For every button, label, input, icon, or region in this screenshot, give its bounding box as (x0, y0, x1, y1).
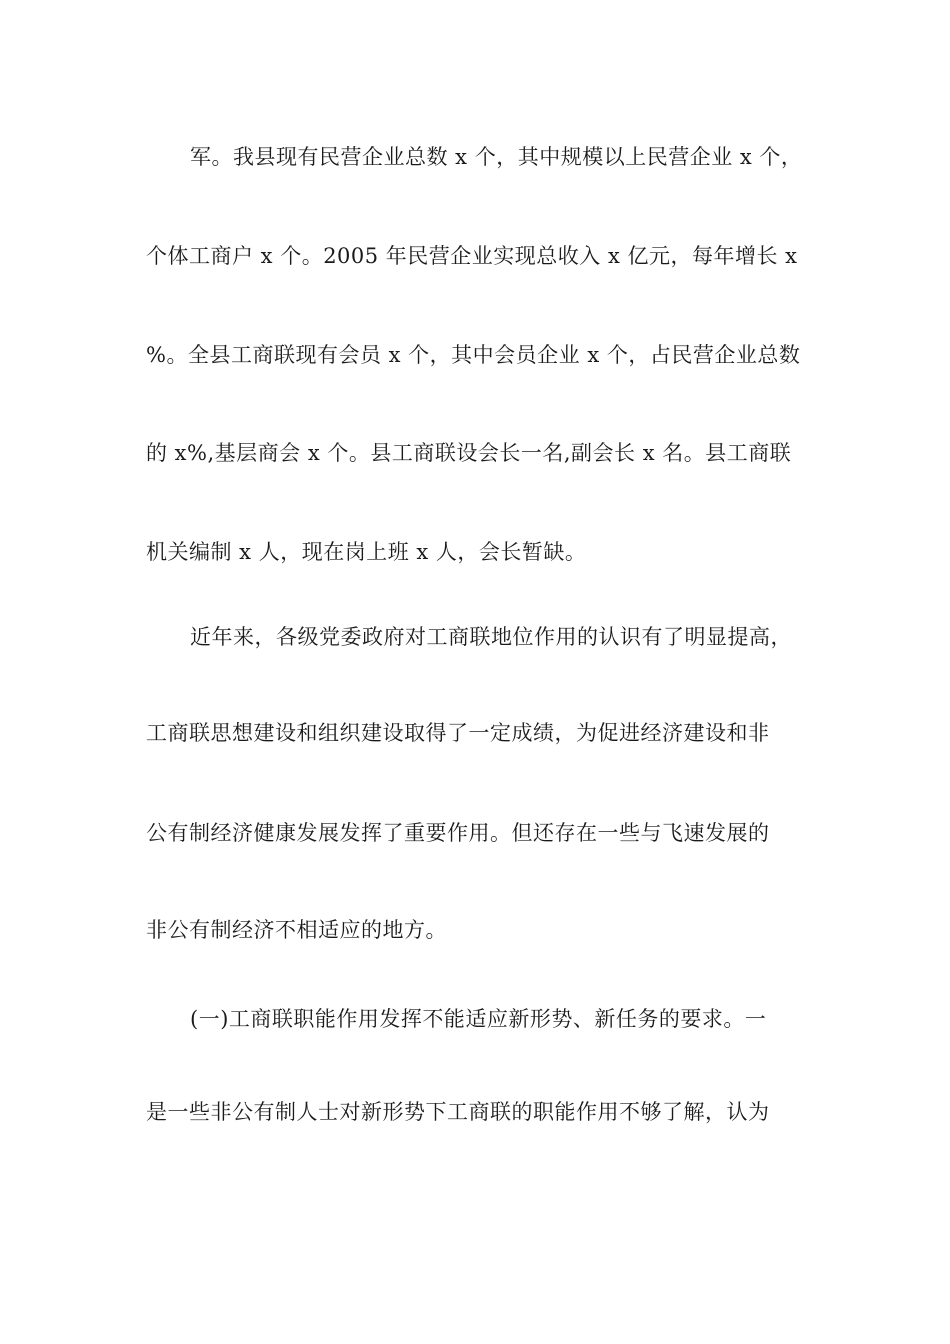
paragraph-line: (一)工商联职能作用发挥不能适应新形势、新任务的要求。一 (190, 1007, 767, 1031)
paragraph-line: 工商联思想建设和组织建设取得了一定成绩，为促进经济建设和非 (146, 721, 770, 745)
paragraph-line: %。全县工商联现有会员 x 个，其中会员企业 x 个，占民营企业总数 (146, 343, 801, 367)
paragraph-line: 公有制经济健康发展发挥了重要作用。但还存在一些与飞速发展的 (146, 821, 770, 845)
paragraph-line: 军。我县现有民营企业总数 x 个，其中规模以上民营企业 x 个， (190, 145, 803, 169)
paragraph-line: 是一些非公有制人士对新形势下工商联的职能作用不够了解，认为 (146, 1100, 770, 1124)
paragraph-line: 近年来，各级党委政府对工商联地位作用的认识有了明显提高， (190, 625, 792, 649)
paragraph-line: 个体工商户 x 个。2005 年民营企业实现总收入 x 亿元，每年增长 x (146, 244, 798, 268)
paragraph-line: 的 x%,基层商会 x 个。县工商联设会长一名,副会长 x 名。县工商联 (146, 441, 792, 465)
paragraph-line: 非公有制经济不相适应的地方。 (146, 918, 447, 942)
paragraph-line: 机关编制 x 人，现在岗上班 x 人，会长暂缺。 (146, 540, 587, 564)
